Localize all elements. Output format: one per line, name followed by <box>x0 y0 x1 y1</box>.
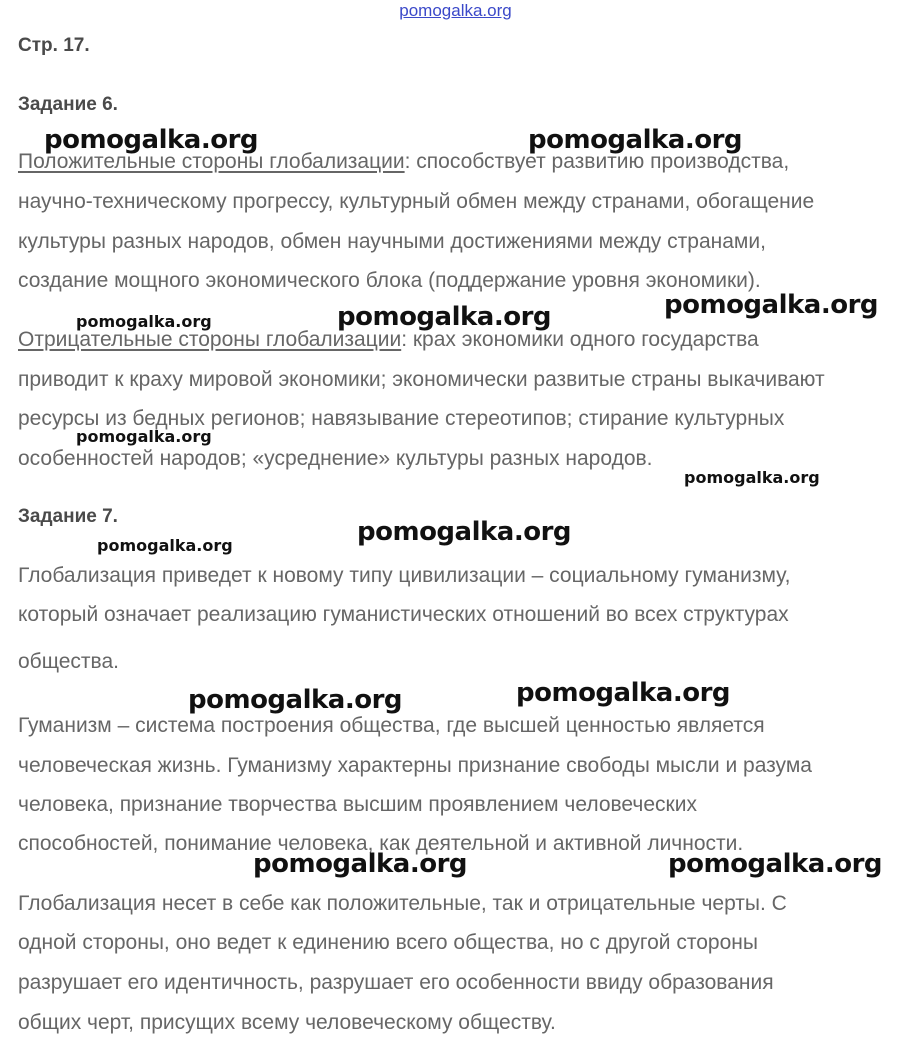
task6-positive-line-2: научно-техническому прогрессу, культурный обмен между странами, обогащение <box>18 190 815 213</box>
task7-heading: Задание 7. <box>18 506 118 527</box>
watermark: pomogalka.org <box>337 302 552 332</box>
task7-p2-line-3: человека, признание творчества высшим проявлением человеческих <box>18 793 697 816</box>
task6-positive-line-4: создание мощного экономического блока (поддержание уровня экономики). <box>18 269 761 292</box>
task7-p1-line-1: Глобализация приведет к новому типу цивилизации – социальному гуманизму, <box>18 564 791 587</box>
watermark: pomogalka.org <box>188 685 403 715</box>
watermark: pomogalka.org <box>97 536 233 555</box>
site-link[interactable]: pomogalka.org <box>399 1 512 20</box>
positive-sides-text: : способствует развитию производства, <box>404 150 790 173</box>
task6-negative-line-2: приводит к краху мировой экономики; экономически развитые страны выкачивают <box>18 368 825 391</box>
task7-p3-line-4: общих черт, присущих всему человеческому обществу. <box>18 1011 556 1034</box>
watermark: pomogalka.org <box>684 468 820 487</box>
negative-sides-text: : крах экономики одного государства <box>401 328 759 351</box>
watermark: pomogalka.org <box>668 849 883 879</box>
task7-p1-line-3: общества. <box>18 650 119 673</box>
task7-p2-line-2: человеческая жизнь. Гуманизму характерны признание свободы мысли и разума <box>18 754 812 777</box>
watermark: pomogalka.org <box>528 125 743 155</box>
watermark: pomogalka.org <box>76 427 212 446</box>
watermark: pomogalka.org <box>253 849 468 879</box>
task7-p3-line-2: одной стороны, оно ведет к единению всего общества, но с другой стороны <box>18 931 758 954</box>
watermark: pomogalka.org <box>516 678 731 708</box>
task6-negative-line-3: ресурсы из бедных регионов; навязывание стереотипов; стирание культурных <box>18 407 785 430</box>
watermark: pomogalka.org <box>76 312 212 331</box>
watermark: pomogalka.org <box>357 517 572 547</box>
task6-negative-line-4: особенностей народов; «усреднение» культуры разных народов. <box>18 447 653 470</box>
page-reference: Стр. 17. <box>18 35 90 56</box>
task6-heading: Задание 6. <box>18 94 118 115</box>
negative-sides-label: Отрицательные стороны глобализации <box>18 328 402 351</box>
task7-p2-line-1: Гуманизм – система построения общества, где высшей ценностью является <box>18 714 765 737</box>
positive-sides-label: Положительные стороны глобализации <box>18 150 405 173</box>
task7-p2-line-4: способностей, понимание человека, как деятельной и активной личности. <box>18 832 744 855</box>
task6-positive-line-3: культуры разных народов, обмен научными достижениями между странами, <box>18 230 766 253</box>
watermark: pomogalka.org <box>44 125 259 155</box>
task7-p1-line-2: который означает реализацию гуманистических отношений во всех структурах <box>18 603 789 626</box>
task7-p3-line-1: Глобализация несет в себе как положительные, так и отрицательные черты. С <box>18 892 787 915</box>
task7-p3-line-3: разрушает его идентичность, разрушает его особенности ввиду образования <box>18 971 774 994</box>
watermark: pomogalka.org <box>664 290 879 320</box>
